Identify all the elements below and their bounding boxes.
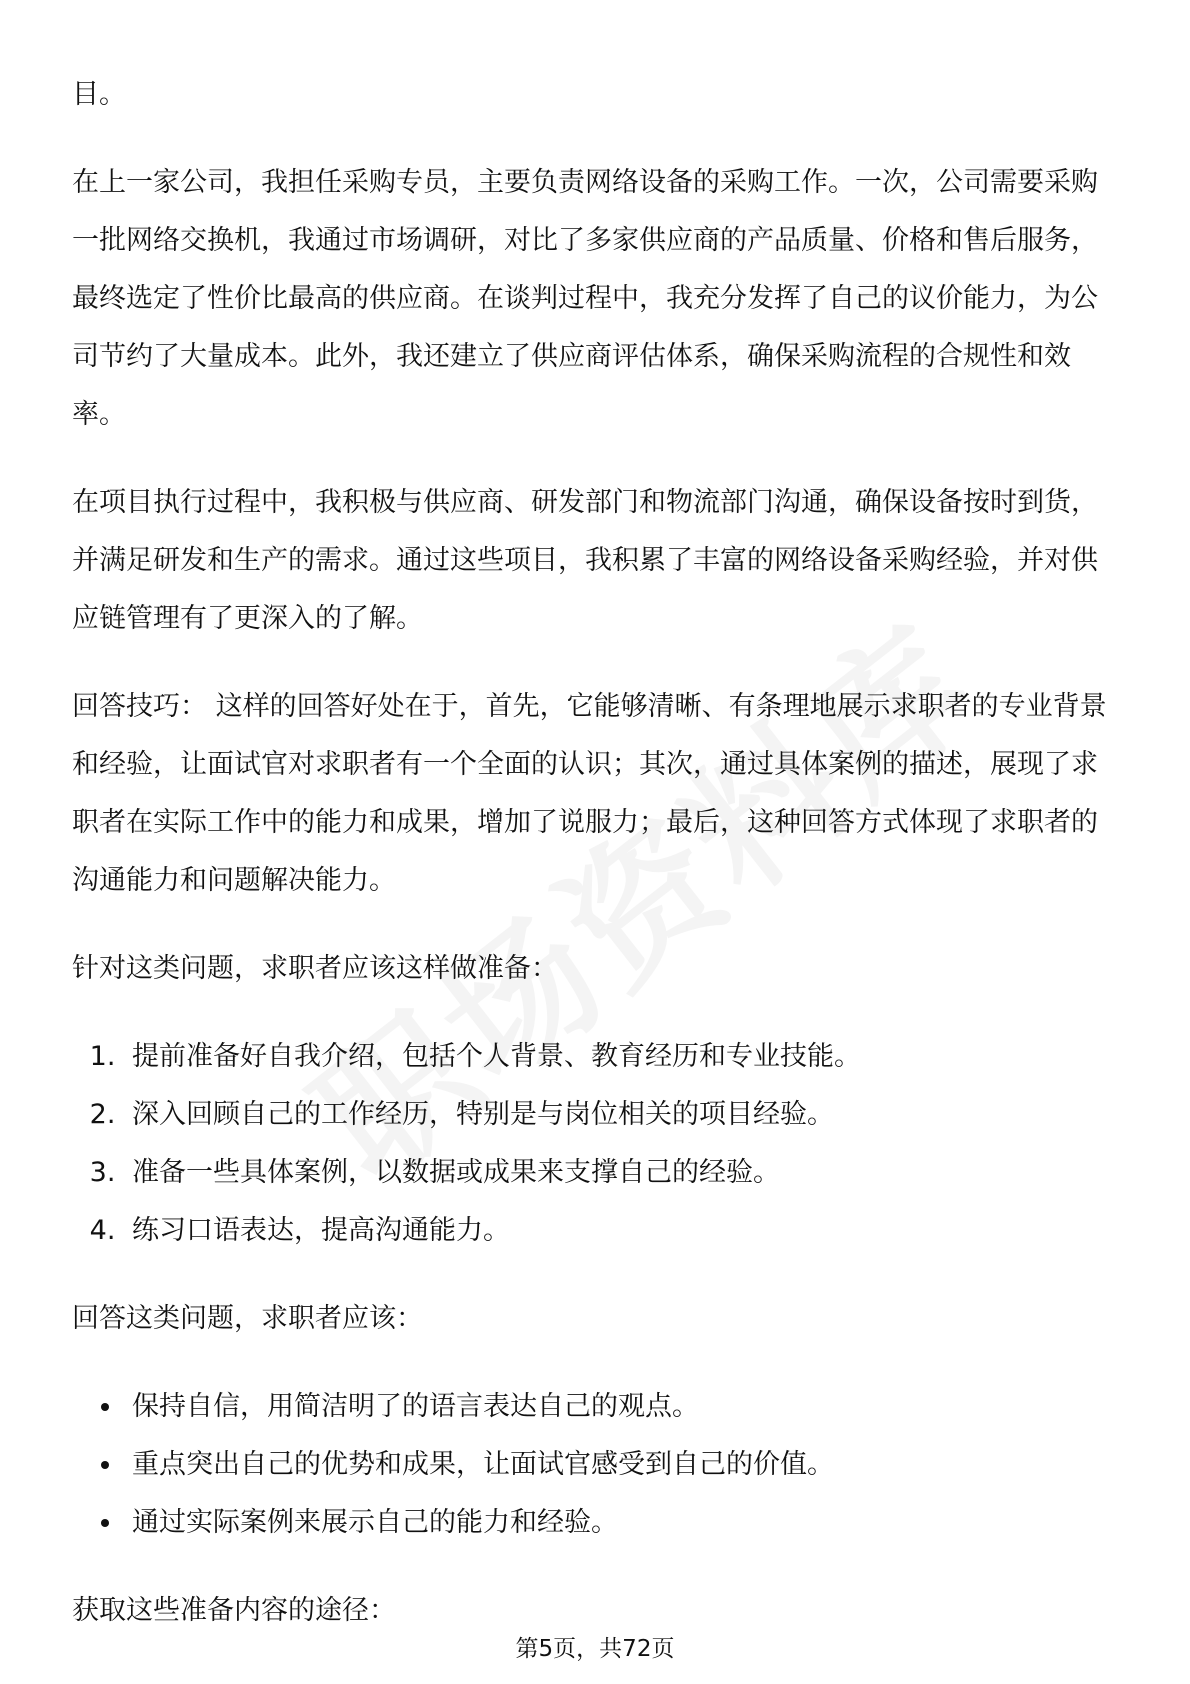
paragraph-project-execution: 在项目执行过程中，我积极与供应商、研发部门和物流部门沟通，确保设备按时到货，并满足研发和生产的需求。通过这些项目，我积累了丰富的网络设备采购经验，并对供应链管理有了更深入的了解。 <box>72 487 1098 634</box>
answer-bullet-list <box>72 1378 1122 1552</box>
paragraph-experience: 在上一家公司，我担任采购专员，主要负责网络设备的采购工作。一次，公司需要采购一批网络交换机，我通过市场调研，对比了多家供应商的产品质量、价格和售后服务，最终选定了性价比最高的供应商。在谈判过程中，我充分发挥了自己的议价能力，为公司节约了大量成本。此外，我还建立了供应商评估体系，确保采购流程的合规性和效率。 <box>72 167 1098 430</box>
list-item: • 重点突出自己的优势和成果，让面试官感受到自己的价值。 <box>124 1436 1122 1494</box>
paragraph-answer-tips: 回答技巧： 这样的回答好处在于，首先，它能够清晰、有条理地展示求职者的专业背景和经验，让面试官对求职者有一个全面的认识；其次，通过具体案例的描述，展现了求职者在实际工作中的能力和成果，增加了说服力；最后，这种回答方式体现了求职者的沟通能力和问题解决能力。 <box>72 691 1107 896</box>
paragraph-answer-intro: 回答这类问题，求职者应该： <box>72 1303 423 1334</box>
list-item: 2. 深入回顾自己的工作经历，特别是与岗位相关的项目经验。 <box>124 1086 1122 1144</box>
document-body <box>72 66 1122 1640</box>
list-item: • 通过实际案例来展示自己的能力和经验。 <box>124 1494 1122 1552</box>
preparation-numbered-list <box>72 1028 1122 1260</box>
page-number-footer: 第5页，共72页 <box>515 1636 675 1662</box>
list-item: 1. 提前准备好自我介绍，包括个人背景、教育经历和专业技能。 <box>124 1028 1122 1086</box>
list-item: • 保持自信，用简洁明了的语言表达自己的观点。 <box>124 1378 1122 1436</box>
paragraph-closing-heading: 获取这些准备内容的途径： <box>72 1595 396 1626</box>
list-item: 3. 准备一些具体案例，以数据或成果来支撑自己的经验。 <box>124 1144 1122 1202</box>
paragraph-continuation: 目。 <box>72 79 126 110</box>
list-item: 4. 练习口语表达，提高沟通能力。 <box>124 1202 1122 1260</box>
paragraph-preparation-intro: 针对这类问题，求职者应该这样做准备： <box>72 953 558 984</box>
